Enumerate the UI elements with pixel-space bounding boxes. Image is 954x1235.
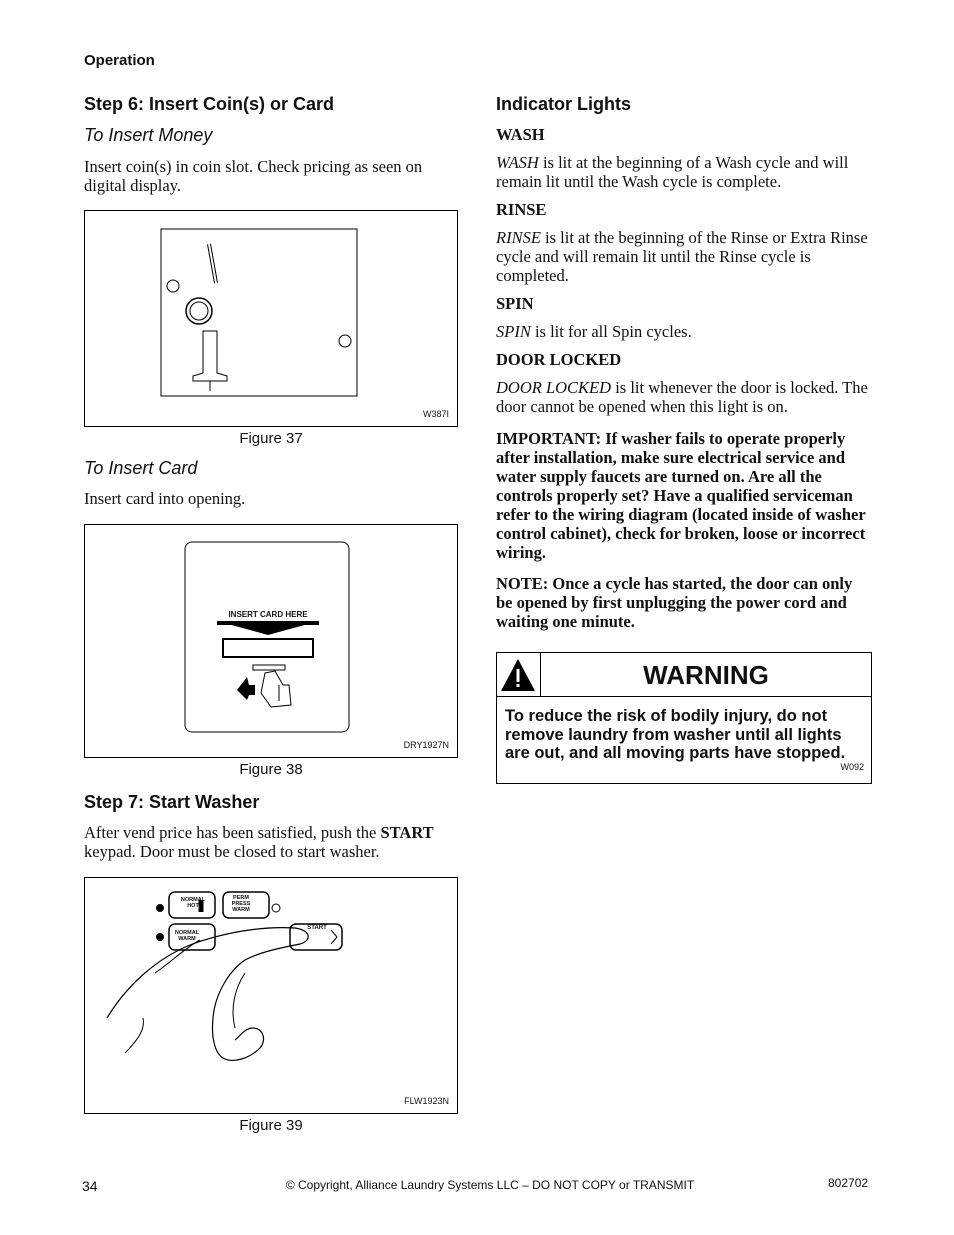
copyright-notice: © Copyright, Alliance Laundry Systems LLC – DO NOT COPY or TRANSMIT [285,1178,695,1192]
wash-term: WASH [496,153,539,172]
start-keyword: START [380,823,434,842]
figure-39 [84,877,458,1114]
door-locked-term: DOOR LOCKED [496,378,612,397]
key-normal-warm [171,930,203,942]
coin-slot-illustration [85,211,457,426]
spin-term: SPIN [496,322,531,341]
wash-label: WASH [496,125,545,144]
figure-39-code: FLW1923N [404,1096,449,1106]
insert-card-heading: To Insert Card [84,458,198,478]
key-normal-warm-line2: WARM [178,936,196,942]
key-perm-press-line1: PERM [233,895,249,901]
figure-37-code: W387I [422,409,449,419]
wash-desc: is lit at the beginning of a Wash cycle and will remain lit until the Wash cycle is complete. [496,153,849,191]
key-perm-press [225,895,257,913]
warning-header [497,653,871,697]
step6-heading: Step 6: Insert Coin(s) or Card [84,94,335,114]
spin-label: SPIN [496,294,534,313]
page-number: 34 [82,1178,98,1194]
important-notice: IMPORTANT: If washer fails to operate properly after installation, make sure electrical service and water supply faucets are turned on. Are all the controls properly set? Have a qualified serviceman refer to the wiring diagram (located inside of washer control cabinet), check for broken, loose or incorrect wiring. [496,429,866,562]
warning-triangle-icon [497,653,541,696]
step7-heading: Step 7: Start Washer [84,792,260,812]
figure-39-caption: Figure 39 [239,1117,303,1134]
rinse-label: RINSE [496,200,547,219]
indicator-lights-heading: Indicator Lights [496,94,631,114]
rinse-term: RINSE [496,228,541,247]
figure-37 [84,210,458,427]
key-normal-hot-line2: HOT [187,903,199,909]
start-keypad-illustration [85,878,457,1113]
warning-box [496,652,872,784]
door-locked-label: DOOR LOCKED [496,350,622,369]
step7-text [84,823,456,861]
document-number: 802702 [828,1176,869,1190]
wash-text [496,153,870,191]
key-normal-hot [171,897,215,909]
figure-38-code: DRY1927N [403,740,449,750]
insert-card-text: Insert card into opening. [84,489,246,508]
running-head: Operation [84,52,155,69]
card-reader-illustration [85,525,457,757]
door-locked-text [496,378,870,416]
step7-text-part1: After vend price has been satisfied, push the [84,823,381,842]
warning-code: W092 [840,762,864,772]
rinse-desc: is lit at the beginning of the Rinse or Extra Rinse cycle and will remain lit until the Rinse cycle is completed. [496,228,868,285]
rinse-text [496,228,870,285]
step7-text-part2: keypad. Door must be closed to start washer. [84,842,380,861]
warning-text: To reduce the risk of bodily injury, do not remove laundry from washer until all lights are out, and all moving parts have stopped. [505,707,846,762]
key-perm-press-line3: WARM [232,907,250,913]
figure-38-caption: Figure 38 [239,761,303,778]
insert-money-text: Insert coin(s) in coin slot. Check pricing as seen on digital display. [84,157,423,195]
insert-money-heading: To Insert Money [84,125,213,145]
key-normal-hot-line1: NORMAL [180,897,206,903]
figure-37-caption: Figure 37 [239,430,303,447]
key-normal-warm-line1: NORMAL [174,930,200,936]
door-locked-desc: is lit whenever the door is locked. The door cannot be opened when this light is on. [496,378,868,416]
note-notice: NOTE: Once a cycle has started, the door can only be opened by first unplugging the power cord and waiting one minute. [496,574,853,631]
key-perm-press-line2: PRESS [231,901,251,907]
spin-desc: is lit for all Spin cycles. [530,322,692,341]
insert-card-here-label: INSERT CARD HERE [228,610,308,619]
key-start: START [307,925,327,931]
spin-text [496,322,870,341]
figure-38 [84,524,458,758]
warning-title: WARNING [643,660,769,690]
